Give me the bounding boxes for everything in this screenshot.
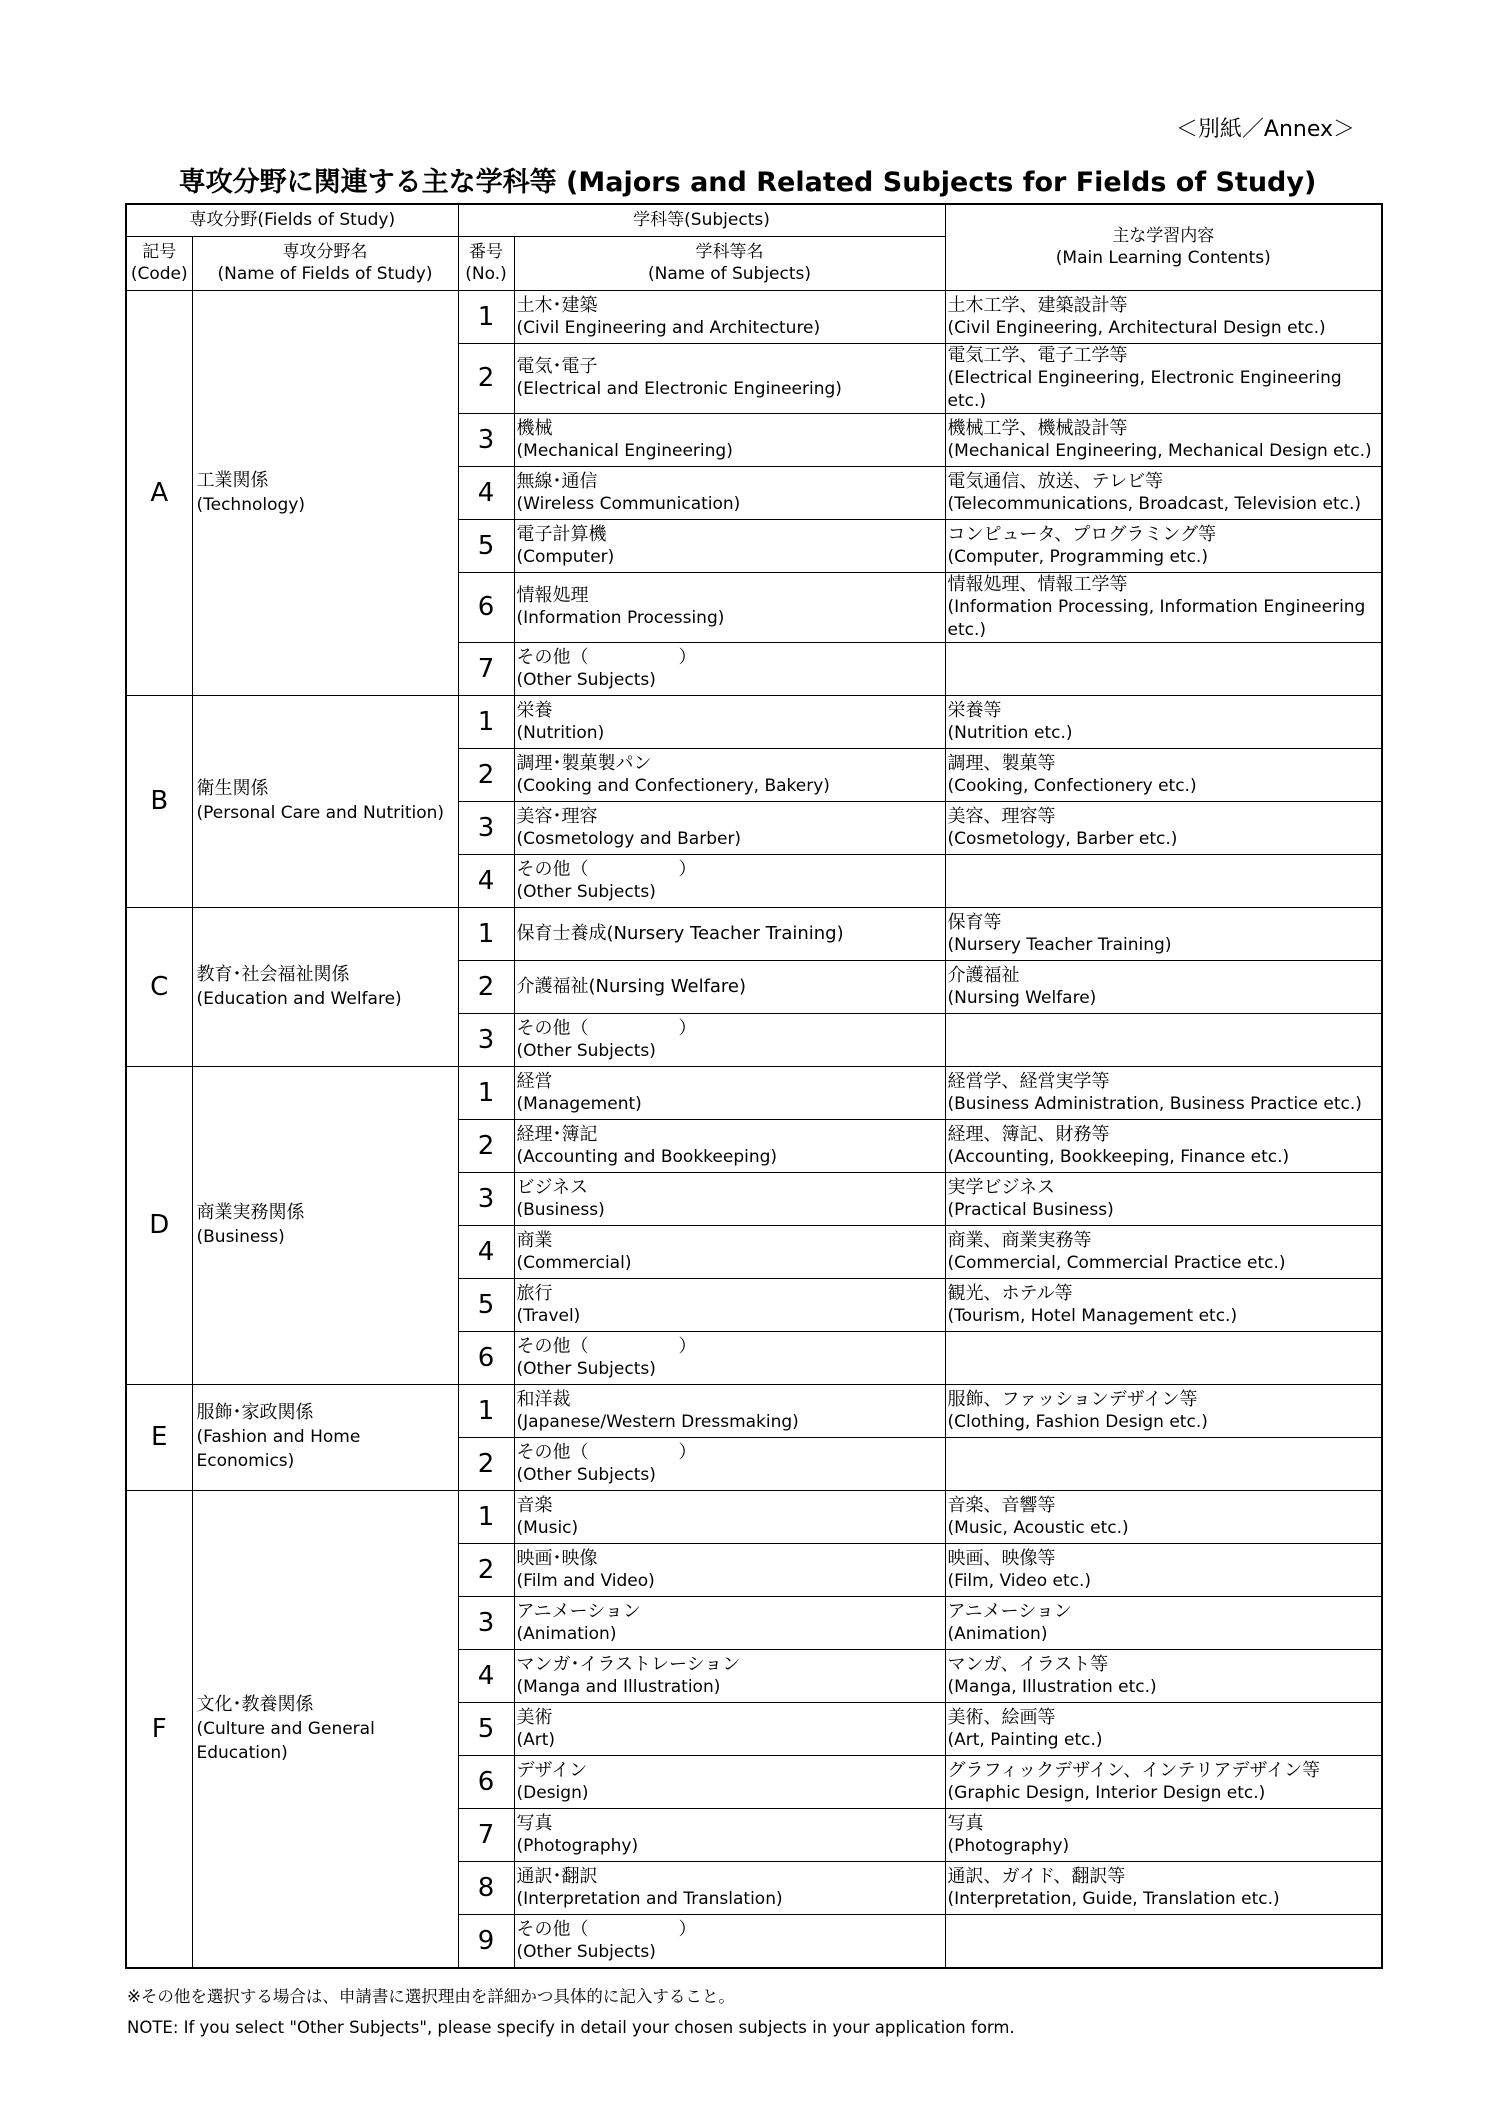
content-en: (Nursery Teacher Training) [947, 934, 1172, 955]
main-learning-content [945, 1861, 1382, 1914]
field-code: F [126, 1490, 192, 1968]
main-learning-content [945, 1225, 1382, 1278]
content-ja: 写真 [947, 1812, 984, 1834]
subject-name-ja: アニメーション [516, 1600, 641, 1622]
subject-name [514, 1861, 945, 1914]
content-en: (Mechanical Engineering, Mechanical Design etc.) [947, 440, 1372, 461]
content-ja: 保育等 [947, 911, 1002, 933]
subject-name-ja: 電気･電子 [516, 356, 598, 377]
field-code: E [126, 1384, 192, 1490]
subject-name-en: (Electrical and Electronic Engineering) [516, 379, 842, 399]
subject-name-ja: 商業 [516, 1229, 553, 1251]
content-en: (Accounting, Bookkeeping, Finance etc.) [947, 1146, 1290, 1167]
subject-name [514, 1119, 945, 1172]
field-name [192, 1490, 458, 1968]
content-en: (Business Administration, Business Practice etc.) [947, 1093, 1362, 1114]
main-learning-content [945, 1066, 1382, 1119]
main-learning-content [945, 854, 1382, 907]
content-en: (Film, Video etc.) [947, 1570, 1092, 1591]
content-en: (Photography) [947, 1835, 1070, 1856]
subject-number: 7 [458, 1808, 514, 1861]
main-learning-content [945, 695, 1382, 748]
content-ja: 機械工学、機械設計等 [947, 417, 1128, 439]
subject-number: 4 [458, 466, 514, 519]
subject-name-en: (Civil Engineering and Architecture) [516, 317, 821, 338]
subject-name-en: (Management) [516, 1093, 642, 1114]
subject-name-en: (Mechanical Engineering) [516, 440, 733, 461]
content-ja: 美術、絵画等 [947, 1706, 1056, 1728]
main-learning-content [945, 748, 1382, 801]
subject-number: 1 [458, 1490, 514, 1543]
table-row [126, 290, 1382, 343]
subject-name-ja: マンガ･イラストレーション [516, 1653, 741, 1675]
content-ja: 観光、ホテル等 [947, 1282, 1073, 1304]
subject-name [514, 1755, 945, 1808]
subject-name-ja: その他（ ） [516, 1441, 697, 1463]
subject-name-en: (Computer) [516, 546, 615, 567]
content-ja: 介護福祉 [947, 964, 1020, 986]
main-learning-content [945, 1543, 1382, 1596]
subject-number: 4 [458, 854, 514, 907]
subject-name-ja: 機械 [516, 417, 553, 439]
subject-name [514, 1437, 945, 1490]
subject-name [514, 290, 945, 343]
header-fields-of-study: 専攻分野(Fields of Study) [126, 204, 458, 236]
main-learning-content [945, 343, 1382, 413]
main-learning-content [945, 1490, 1382, 1543]
main-learning-content [945, 1013, 1382, 1066]
subject-name [514, 413, 945, 466]
table-row [126, 907, 1382, 960]
subject-number: 2 [458, 748, 514, 801]
main-learning-content [945, 1702, 1382, 1755]
content-en: (Graphic Design, Interior Design etc.) [947, 1782, 1266, 1803]
field-name [192, 1066, 458, 1384]
subject-name [514, 1384, 945, 1437]
subjects-table [125, 203, 1383, 1969]
subject-number: 1 [458, 1066, 514, 1119]
subject-number: 5 [458, 519, 514, 572]
header-subjects: 学科等(Subjects) [458, 204, 945, 236]
subject-name [514, 572, 945, 642]
note-en: NOTE: If you select "Other Subjects", please specify in detail your chosen subjects in your application form. [127, 2018, 1015, 2037]
subject-number: 2 [458, 1543, 514, 1596]
content-ja: マンガ、イラスト等 [947, 1653, 1109, 1675]
header-main-contents-en: (Main Learning Contents) [1055, 248, 1271, 269]
header-field-name-ja: 専攻分野名 [282, 242, 368, 262]
content-ja: 情報処理、情報工学等 [947, 573, 1128, 595]
subject-name-en: (Music) [516, 1517, 579, 1538]
subject-number: 2 [458, 1119, 514, 1172]
main-learning-content [945, 466, 1382, 519]
subject-name-en: (Photography) [516, 1835, 639, 1856]
subject-name-ja: 美容･理容 [516, 805, 598, 827]
field-code: C [126, 907, 192, 1066]
subject-number: 2 [458, 343, 514, 413]
main-learning-content [945, 1119, 1382, 1172]
subject-name-en: (Cooking and Confectionery, Bakery) [516, 775, 830, 796]
subject-name-ja: 無線･通信 [516, 470, 598, 492]
content-en: (Nursing Welfare) [947, 987, 1097, 1008]
field-name-ja: 文化･教養関係 [196, 1693, 314, 1715]
header-field-name-en: (Name of Fields of Study) [217, 264, 433, 284]
main-learning-content [945, 1278, 1382, 1331]
content-en: (Manga, Illustration etc.) [947, 1676, 1157, 1697]
subject-name-ja: デザイン [516, 1759, 588, 1781]
main-learning-content [945, 290, 1382, 343]
content-en: (Clothing, Fashion Design etc.) [947, 1411, 1208, 1432]
content-ja: 服飾、ファッションデザイン等 [947, 1388, 1198, 1410]
content-en: (Cooking, Confectionery etc.) [947, 775, 1197, 796]
subject-name [514, 748, 945, 801]
content-ja: 実学ビジネス [947, 1176, 1055, 1198]
subject-name-en: (Other Subjects) [516, 1464, 656, 1485]
subject-name [514, 1596, 945, 1649]
field-name-en: (Technology) [196, 494, 305, 515]
annex-label: ＜別紙／Annex＞ [1175, 117, 1355, 142]
subject-name-ja: 写真 [516, 1812, 553, 1834]
content-en: (Commercial, Commercial Practice etc.) [947, 1252, 1286, 1273]
subject-name-en: (Accounting and Bookkeeping) [516, 1146, 778, 1167]
content-ja: 経営学、経営実学等 [947, 1070, 1110, 1092]
content-ja: コンピュータ、プログラミング等 [947, 523, 1217, 545]
subject-name-ja: 旅行 [516, 1282, 553, 1304]
subject-name [514, 1914, 945, 1968]
subject-name-text: 保育士養成(Nursery Teacher Training) [516, 923, 844, 944]
field-name-en: (Culture and General Education) [196, 1718, 375, 1763]
field-name-ja: 教育･社会福祉関係 [196, 963, 350, 985]
field-code: D [126, 1066, 192, 1384]
subject-name [514, 1543, 945, 1596]
content-en: (Music, Acoustic etc.) [947, 1517, 1129, 1538]
table-row [126, 1490, 1382, 1543]
subject-name [514, 1702, 945, 1755]
main-learning-content [945, 1755, 1382, 1808]
field-name [192, 695, 458, 907]
subject-name [514, 907, 945, 960]
subject-number: 6 [458, 1331, 514, 1384]
content-ja: 栄養等 [947, 699, 1002, 721]
subject-name-ja: 土木･建築 [516, 294, 598, 316]
header-no-ja: 番号 [469, 242, 504, 262]
subject-name-en: (Cosmetology and Barber) [516, 828, 742, 849]
field-name-en: (Business) [196, 1227, 285, 1247]
field-name-ja: 工業関係 [196, 469, 269, 491]
main-learning-content [945, 572, 1382, 642]
subject-number: 9 [458, 1914, 514, 1968]
main-learning-content [945, 1808, 1382, 1861]
subject-name-text: 介護福祉(Nursing Welfare) [516, 976, 747, 997]
subject-name-ja: その他（ ） [516, 858, 697, 880]
subject-name [514, 960, 945, 1013]
subject-number: 3 [458, 1172, 514, 1225]
subject-number: 5 [458, 1278, 514, 1331]
content-en: (Telecommunications, Broadcast, Television etc.) [947, 493, 1361, 514]
header-field-name [192, 236, 458, 290]
notes [127, 1981, 1015, 2043]
main-learning-content [945, 801, 1382, 854]
main-learning-content [945, 1384, 1382, 1437]
content-en: (Practical Business) [947, 1199, 1114, 1220]
field-name-ja: 服飾･家政関係 [196, 1402, 314, 1423]
content-ja: 音楽、音響等 [947, 1494, 1056, 1516]
field-name-ja: 衛生関係 [196, 778, 269, 799]
content-en: (Animation) [947, 1623, 1048, 1644]
subject-name [514, 466, 945, 519]
field-name [192, 290, 458, 695]
header-subject-name-ja: 学科等名 [695, 242, 764, 262]
content-ja: 土木工学、建築設計等 [947, 294, 1128, 316]
field-name [192, 1384, 458, 1490]
subject-number: 3 [458, 1013, 514, 1066]
subject-name-ja: 経営 [516, 1070, 553, 1092]
subject-number: 2 [458, 1437, 514, 1490]
main-learning-content [945, 642, 1382, 695]
subject-name-en: (Other Subjects) [516, 881, 656, 902]
subject-name-ja: 電子計算機 [516, 523, 607, 545]
subject-number: 6 [458, 572, 514, 642]
subject-name-en: (Manga and Illustration) [516, 1676, 721, 1697]
subject-name-ja: 映画･映像 [516, 1547, 598, 1569]
subject-name-en: (Art) [516, 1729, 556, 1750]
subject-number: 4 [458, 1649, 514, 1702]
subject-name-ja: ビジネス [516, 1176, 588, 1198]
main-learning-content [945, 1172, 1382, 1225]
subject-name-en: (Film and Video) [516, 1570, 655, 1591]
subject-number: 3 [458, 1596, 514, 1649]
content-en: (Information Processing, Information Engineering etc.) [947, 596, 1366, 640]
header-code-ja: 記号 [142, 242, 177, 262]
subject-name [514, 801, 945, 854]
content-ja: 電気工学、電子工学等 [947, 344, 1128, 366]
subject-name-ja: 調理･製菓製パン [516, 752, 652, 774]
header-subject-name [514, 236, 945, 290]
subject-number: 3 [458, 413, 514, 466]
subject-name-ja: その他（ ） [516, 1017, 697, 1039]
field-code: A [126, 290, 192, 695]
field-name-en: (Personal Care and Nutrition) [196, 803, 445, 823]
subject-number: 5 [458, 1702, 514, 1755]
header-main-contents-ja: 主な学習内容 [1112, 226, 1215, 247]
main-learning-content [945, 960, 1382, 1013]
subject-name-ja: 美術 [516, 1706, 553, 1728]
field-name-ja: 商業実務関係 [196, 1202, 305, 1223]
subject-name-ja: 通訳･翻訳 [516, 1865, 598, 1887]
subject-name-ja: 栄養 [516, 699, 553, 721]
field-name [192, 907, 458, 1066]
subject-name-en: (Nutrition) [516, 722, 605, 743]
main-learning-content [945, 1649, 1382, 1702]
subject-name [514, 1649, 945, 1702]
subject-name-en: (Animation) [516, 1623, 617, 1644]
subject-number: 1 [458, 1384, 514, 1437]
subject-name-ja: 経理･簿記 [516, 1123, 598, 1145]
subject-name [514, 854, 945, 907]
subject-name-en: (Other Subjects) [516, 1040, 656, 1061]
main-learning-content [945, 1331, 1382, 1384]
header-code-en: (Code) [130, 264, 188, 284]
content-en: (Cosmetology, Barber etc.) [947, 828, 1178, 849]
header-code [126, 236, 192, 290]
content-ja: 通訳、ガイド、翻訳等 [947, 1865, 1126, 1887]
table-row [126, 1384, 1382, 1437]
subject-name-en: (Other Subjects) [516, 1358, 656, 1379]
content-en: (Nutrition etc.) [947, 722, 1073, 743]
subject-number: 8 [458, 1861, 514, 1914]
subject-number: 7 [458, 642, 514, 695]
subject-name [514, 1013, 945, 1066]
main-learning-content [945, 907, 1382, 960]
header-main-contents [945, 204, 1382, 290]
subject-name-ja: その他（ ） [516, 1335, 697, 1357]
subject-name-en: (Interpretation and Translation) [516, 1888, 783, 1909]
subject-name [514, 1066, 945, 1119]
subject-name-en: (Wireless Communication) [516, 493, 741, 514]
field-name-en: (Education and Welfare) [196, 988, 402, 1009]
subject-name-en: (Japanese/Western Dressmaking) [516, 1411, 799, 1432]
subject-name-ja: その他（ ） [516, 1918, 697, 1940]
content-en: (Computer, Programming etc.) [947, 546, 1208, 567]
subject-name [514, 1225, 945, 1278]
subject-number: 4 [458, 1225, 514, 1278]
content-en: (Electrical Engineering, Electronic Engineering etc.) [947, 367, 1342, 411]
subject-number: 1 [458, 907, 514, 960]
main-learning-content [945, 519, 1382, 572]
content-en: (Civil Engineering, Architectural Design etc.) [947, 317, 1326, 338]
note-ja: ※その他を選択する場合は、申請書に選択理由を詳細かつ具体的に記入すること。 [127, 1987, 735, 2006]
page-title: 専攻分野に関連する主な学科等 (Majors and Related Subjects for Fields of Study) [178, 167, 1317, 198]
main-learning-content [945, 1914, 1382, 1968]
content-en: (Tourism, Hotel Management etc.) [947, 1305, 1238, 1326]
subject-number: 1 [458, 695, 514, 748]
subject-name [514, 695, 945, 748]
subject-name-en: (Information Processing) [516, 608, 725, 628]
content-ja: 映画、映像等 [947, 1547, 1056, 1569]
subject-name [514, 1172, 945, 1225]
content-ja: 商業、商業実務等 [947, 1229, 1092, 1251]
subject-name-ja: 音楽 [516, 1494, 553, 1516]
subject-name [514, 519, 945, 572]
subject-name-en: (Design) [516, 1782, 589, 1803]
subject-name-ja: 情報処理 [516, 585, 589, 606]
subject-number: 1 [458, 290, 514, 343]
subject-name-ja: 和洋裁 [516, 1388, 571, 1410]
subject-name-ja: その他（ ） [516, 646, 697, 668]
field-name-en: (Fashion and Home Economics) [196, 1427, 361, 1471]
header-no [458, 236, 514, 290]
subject-number: 2 [458, 960, 514, 1013]
main-learning-content [945, 1437, 1382, 1490]
subject-number: 6 [458, 1755, 514, 1808]
main-learning-content [945, 413, 1382, 466]
subject-name [514, 1278, 945, 1331]
subject-name [514, 1808, 945, 1861]
main-learning-content [945, 1596, 1382, 1649]
header-no-en: (No.) [465, 264, 507, 284]
subject-name-en: (Other Subjects) [516, 1941, 656, 1962]
content-ja: アニメーション [947, 1600, 1072, 1622]
table-row [126, 1066, 1382, 1119]
content-ja: 美容、理容等 [947, 805, 1056, 827]
table-row [126, 695, 1382, 748]
content-ja: グラフィックデザイン、インテリアデザイン等 [947, 1759, 1321, 1781]
field-code: B [126, 695, 192, 907]
subject-name [514, 642, 945, 695]
subject-name-en: (Other Subjects) [516, 669, 656, 690]
content-en: (Interpretation, Guide, Translation etc.) [947, 1888, 1280, 1909]
subject-name [514, 1331, 945, 1384]
header-subject-name-en: (Name of Subjects) [648, 264, 812, 284]
subject-number: 3 [458, 801, 514, 854]
subject-name-en: (Commercial) [516, 1252, 632, 1273]
subject-name [514, 1490, 945, 1543]
content-en: (Art, Painting etc.) [947, 1729, 1103, 1750]
content-ja: 経理、簿記、財務等 [947, 1123, 1110, 1145]
content-ja: 電気通信、放送、テレビ等 [947, 470, 1164, 492]
subject-name-en: (Business) [516, 1199, 605, 1220]
subject-name-en: (Travel) [516, 1305, 581, 1326]
subject-name [514, 343, 945, 413]
content-ja: 調理、製菓等 [947, 752, 1056, 774]
